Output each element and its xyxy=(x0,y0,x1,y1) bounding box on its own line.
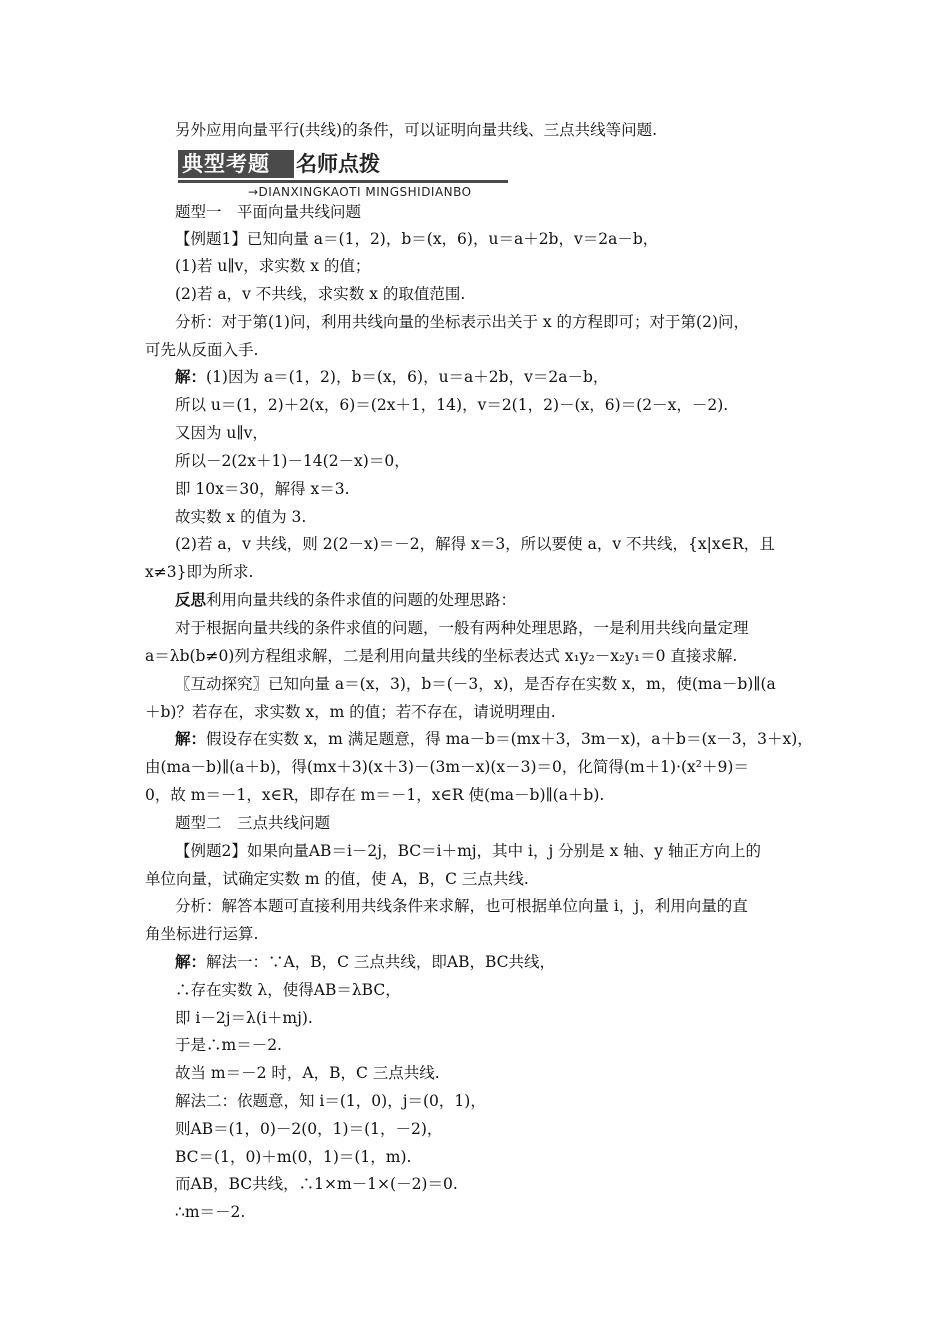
example-2-cont: 单位向量，试确定实数 m 的值，使 A，B，C 三点共线. xyxy=(145,870,529,888)
explore-solution-text: 假设存在实数 x，m 满足题意，得 ma－b＝(mx＋3，3m－x)，a＋b＝(x－3，3＋x)， xyxy=(206,730,813,748)
explore-solution-cont: 由(ma－b)∥(a＋b)，得(mx＋3)(x＋3)－(3m－x)(x－3)＝0，化简得(m＋1)·(x²＋9)＝ xyxy=(145,758,749,776)
solution-step: 故实数 x 的值为 3. xyxy=(175,508,307,526)
solution-2 xyxy=(175,952,810,972)
explore-question: 〖互动探究〗已知向量 a＝(x，3)，b＝(－3，x)，是否存在实数 x，m，使(ma－b)∥(a xyxy=(175,675,776,693)
analysis-2: 分析：解答本题可直接利用共线条件来求解，也可根据单位向量 i，j，利用向量的直 xyxy=(175,897,748,915)
banner-right: 名师点拨 xyxy=(296,152,380,176)
solution-2-step: ∴存在实数 λ，使得AB＝λBC， xyxy=(175,981,401,999)
solution-2-step: 而AB，BC共线，∴1×m－1×(－2)＝0. xyxy=(175,1175,458,1193)
solution-2-step: BC＝(1，0)＋m(0，1)＝(1，m). xyxy=(175,1148,412,1166)
solution-2-step: 解法二：依题意，知 i＝(1，0)，j＝(0，1)， xyxy=(175,1092,486,1110)
reflection-line xyxy=(175,590,810,610)
solution-2-step: 即 i－2j＝λ(i＋mj). xyxy=(175,1009,313,1027)
solution-step: 所以－2(2x＋1)－14(2－x)＝0， xyxy=(175,452,410,470)
banner-rule xyxy=(178,180,508,183)
example-2: 【例题2】如果向量AB＝i－2j，BC＝i＋mj，其中 i，j 分别是 x 轴、y 轴正方向上的 xyxy=(175,842,761,860)
intro-line: 另外应用向量平行(共线)的条件，可以证明向量共线、三点共线等问题. xyxy=(175,121,658,139)
solution-2-step: ∴m＝－2. xyxy=(175,1203,246,1221)
reflection-label: 反思 xyxy=(175,590,207,609)
reflection-body: 对于根据向量共线的条件求值的问题，一般有两种处理思路，一是利用共线向量定理 xyxy=(175,619,749,637)
analysis-cont: 可先从反面入手. xyxy=(145,341,259,359)
banner-subtitle: →DIANXINGKAOTI MINGSHIDIANBO xyxy=(248,185,472,199)
solution-2-text: 解法一：∵A，B，C 三点共线，即AB，BC共线， xyxy=(206,953,556,971)
analysis-line: 分析：对于第(1)问，利用共线向量的坐标表示出关于 x 的方程即可；对于第(2)问， xyxy=(175,313,750,331)
solution-2-step: 则AB＝(1，0)－2(0，1)＝(1，－2)， xyxy=(175,1120,443,1138)
reflection-text: 利用向量共线的条件求值的问题的处理思路： xyxy=(206,591,517,609)
solution-label: 解： xyxy=(175,367,207,386)
example-1: 【例题1】已知向量 a＝(1，2)，b＝(x，6)，u＝a＋2b，v＝2a－b， xyxy=(175,230,659,248)
explore-solution xyxy=(175,729,813,749)
explore-question-cont: ＋b)？若存在，求实数 x，m 的值；若不存在，请说明理由. xyxy=(145,703,556,721)
section-heading-1: 题型一 平面向量共线问题 xyxy=(175,203,362,221)
solution-step: 所以 u＝(1，2)＋2(x，6)＝(2x＋1，14)，v＝2(1，2)－(x，6)＝(2－x，－2). xyxy=(175,396,729,414)
banner-left: 典型考题 xyxy=(178,150,294,178)
solution-2-step: 于是∴m＝－2. xyxy=(175,1036,282,1054)
solution-step: (2)若 a，v 共线，则 2(2－x)＝－2，解得 x＝3，所以要使 a，v 不共线，{x|x∈R，且 xyxy=(175,535,775,553)
section-heading-2: 题型二 三点共线问题 xyxy=(175,814,331,832)
solution-step: x≠3}即为所求. xyxy=(145,563,254,581)
explore-solution-cont: 0，故 m＝－1，x∈R，即存在 m＝－1，x∈R 使(ma－b)∥(a＋b). xyxy=(145,786,605,804)
section-banner xyxy=(178,150,508,202)
reflection-body: a＝λb(b≠0)列方程组求解，二是利用向量共线的坐标表达式 x₁y₂－x₂y₁＝0 直接求解. xyxy=(145,647,738,665)
analysis-2-cont: 角坐标进行运算. xyxy=(145,925,259,943)
solution-label: 解： xyxy=(175,729,207,748)
solution-line xyxy=(175,367,810,387)
solution-2-step: 故当 m＝－2 时，A，B，C 三点共线. xyxy=(175,1064,440,1082)
solution-step: 又因为 u∥v， xyxy=(175,424,268,442)
solution-step: 即 10x＝30，解得 x＝3. xyxy=(175,480,350,498)
solution-text: (1)因为 a＝(1，2)，b＝(x，6)，u＝a＋2b，v＝2a－b， xyxy=(206,368,609,386)
question-2: (2)若 a，v 不共线，求实数 x 的取值范围. xyxy=(175,285,466,303)
question-1: (1)若 u∥v，求实数 x 的值； xyxy=(175,257,371,275)
solution-label: 解： xyxy=(175,952,207,971)
